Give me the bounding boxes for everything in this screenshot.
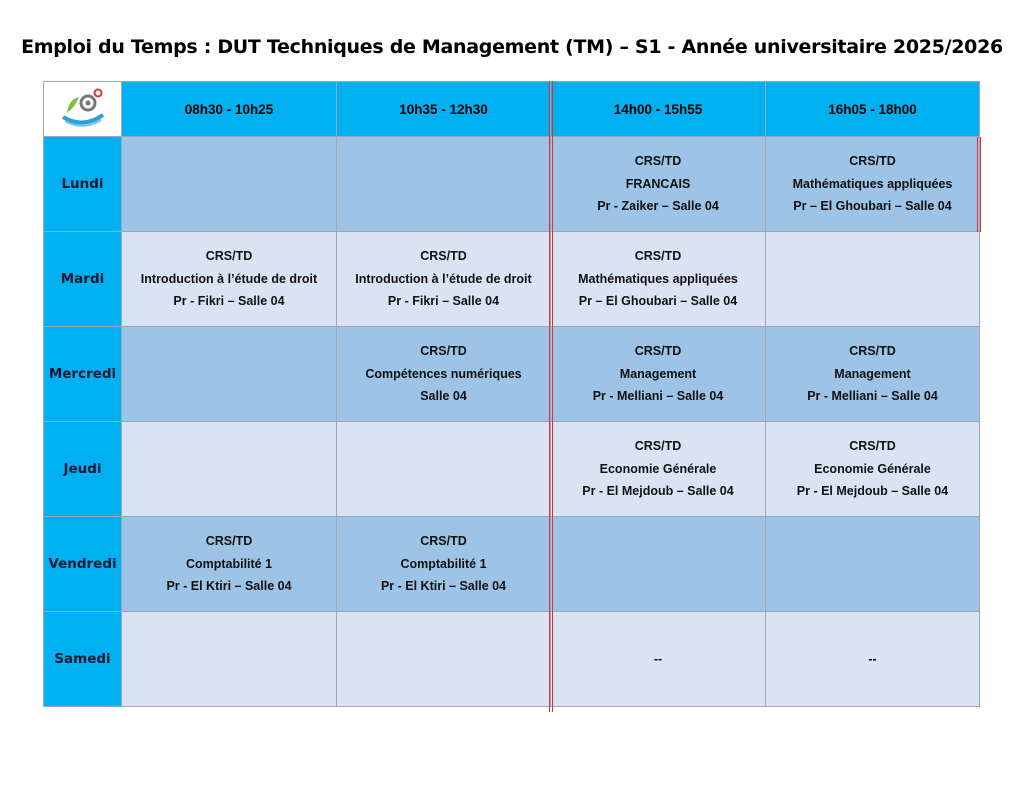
session-type: CRS/TD <box>634 249 682 264</box>
time-slot-header: 08h30 - 10h25 <box>122 82 337 137</box>
session-type: CRS/TD <box>205 534 253 549</box>
session-type: CRS/TD <box>634 439 682 454</box>
course-name: Mathématiques appliquées <box>578 271 738 286</box>
course-name: Economie Générale <box>599 461 717 476</box>
teacher-room: Salle 04 <box>420 389 467 404</box>
session-type: CRS/TD <box>420 344 467 359</box>
teacher-room: Pr - Melliani – Salle 04 <box>592 389 724 404</box>
schedule-cell <box>122 137 337 232</box>
schedule-cell <box>551 327 766 422</box>
session-type: CRS/TD <box>634 154 682 169</box>
teacher-room: -- <box>868 651 877 666</box>
schedule-cell <box>122 327 337 422</box>
day-row-jeudi <box>44 422 980 517</box>
teacher-room: Pr - Fikri – Salle 04 <box>173 294 285 309</box>
teacher-room: Pr - Fikri – Salle 04 <box>387 294 500 309</box>
session-type: CRS/TD <box>205 249 253 264</box>
schedule-cell <box>551 517 766 612</box>
teacher-room: Pr - El Ktiri – Salle 04 <box>166 579 292 594</box>
schedule-cell <box>551 232 766 327</box>
session-type: CRS/TD <box>420 249 467 264</box>
teacher-room: Pr – El Ghoubari – Salle 04 <box>578 294 738 309</box>
session-type: CRS/TD <box>849 439 896 454</box>
teacher-room: -- <box>653 651 663 666</box>
schedule-cell <box>122 232 337 327</box>
day-label: Vendredi <box>44 517 122 612</box>
time-slot-header: 14h00 - 15h55 <box>551 82 766 137</box>
schedule-cell <box>766 422 980 517</box>
schedule-cell <box>337 422 551 517</box>
session-type: CRS/TD <box>420 534 467 549</box>
course-name: Mathématiques appliquées <box>792 176 953 191</box>
day-label: Samedi <box>44 612 122 707</box>
schedule-cell <box>766 327 980 422</box>
teacher-room: Pr - Zaiker – Salle 04 <box>597 199 719 214</box>
schedule-cell <box>122 422 337 517</box>
course-name: Introduction à l’étude de droit <box>140 271 318 286</box>
teacher-room: Pr - El Mejdoub – Salle 04 <box>796 484 949 499</box>
schedule-cell <box>337 517 551 612</box>
schedule-cell <box>766 137 980 232</box>
schedule-cell <box>551 612 766 707</box>
teacher-room: Pr – El Ghoubari – Salle 04 <box>793 199 952 214</box>
day-label: Mardi <box>44 232 122 327</box>
schedule-cell <box>337 327 551 422</box>
course-name: Management <box>619 366 697 381</box>
course-name: Management <box>834 366 911 381</box>
schedule-cell <box>551 422 766 517</box>
course-name: Compétences numériques <box>365 366 522 381</box>
page-title: Emploi du Temps : DUT Techniques de Management (TM) – S1 - Année universitaire 2025/2026 <box>21 36 1003 58</box>
course-name: Comptabilité 1 <box>185 556 273 571</box>
timetable-header-row <box>44 82 980 137</box>
schedule-cell <box>337 232 551 327</box>
school-logo-icon <box>55 118 111 135</box>
schedule-cell <box>122 612 337 707</box>
time-slot-header: 16h05 - 18h00 <box>766 82 980 137</box>
schedule-cell <box>766 517 980 612</box>
schedule-cell <box>122 517 337 612</box>
session-type: CRS/TD <box>849 344 896 359</box>
day-label: Jeudi <box>44 422 122 517</box>
teacher-room: Pr - Melliani – Salle 04 <box>807 389 938 404</box>
teacher-room: Pr - El Mejdoub – Salle 04 <box>582 484 734 499</box>
schedule-cell <box>337 137 551 232</box>
course-name: Economie Générale <box>814 461 931 476</box>
schedule-cell <box>766 612 980 707</box>
course-name: FRANCAIS <box>625 176 691 191</box>
session-type: CRS/TD <box>634 344 682 359</box>
day-label: Lundi <box>44 137 122 232</box>
session-type: CRS/TD <box>849 154 896 169</box>
day-row-samedi <box>44 612 980 707</box>
course-name: Introduction à l’étude de droit <box>355 271 532 286</box>
timetable <box>43 81 980 707</box>
day-label: Mercredi <box>44 327 122 422</box>
logo-cell <box>44 82 122 137</box>
day-row-mardi <box>44 232 980 327</box>
course-name: Comptabilité 1 <box>400 556 487 571</box>
schedule-cell <box>551 137 766 232</box>
schedule-cell <box>337 612 551 707</box>
teacher-room: Pr - El Ktiri – Salle 04 <box>380 579 507 594</box>
day-row-vendredi <box>44 517 980 612</box>
time-slot-header: 10h35 - 12h30 <box>337 82 551 137</box>
schedule-cell <box>766 232 980 327</box>
day-row-lundi <box>44 137 980 232</box>
day-row-mercredi <box>44 327 980 422</box>
